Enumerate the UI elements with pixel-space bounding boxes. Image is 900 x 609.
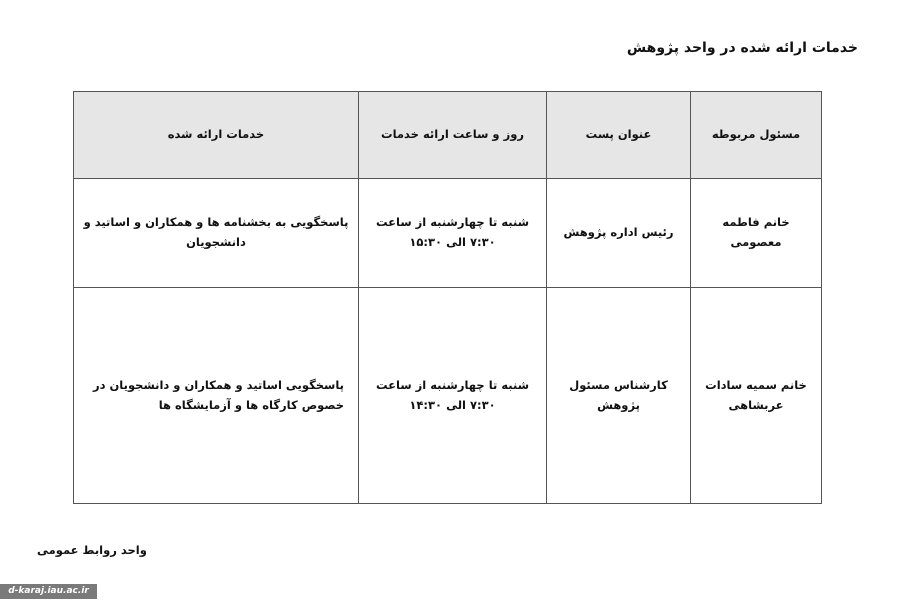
cell-hours [359, 179, 547, 288]
table-header-row [74, 92, 822, 179]
header-services: خدمات ارائه شده [74, 92, 359, 179]
table-row [74, 288, 822, 504]
cell-services: پاسخگویی اساتید و همکاران و دانشجویان در خصوص کارگاه ها و آزمایشگاه ها [74, 288, 359, 504]
cell-responsible: خانم فاطمه معصومی [691, 179, 822, 288]
cell-hours [359, 288, 547, 504]
hours-line-1: شنبه تا چهارشنبه از ساعت [375, 377, 530, 392]
footer-text: واحد روابط عمومی [37, 543, 147, 557]
header-responsible: مسئول مربوطه [691, 92, 822, 179]
header-hours: روز و ساعت ارائه خدمات [359, 92, 547, 179]
hours-line-1: شنبه تا چهارشنبه از ساعت [375, 215, 530, 230]
table-row [74, 179, 822, 288]
header-position: عنوان پست [547, 92, 691, 179]
site-watermark-link[interactable]: d-karaj.iau.ac.ir [0, 584, 97, 599]
hours-line-2: ۷:۳۰ الی ۱۵:۳۰ [409, 235, 496, 249]
services-table [73, 91, 822, 504]
cell-responsible: خانم سمیه سادات عربشاهی [691, 288, 822, 504]
cell-services: پاسخگویی به بخشنامه ها و همکاران و اساتید و دانشجویان [74, 179, 359, 288]
page-title: خدمات ارائه شده در واحد پژوهش [626, 40, 858, 56]
cell-position: کارشناس مسئول پژوهش [547, 288, 691, 504]
cell-position: رئیس اداره پژوهش [547, 179, 691, 288]
hours-line-2: ۷:۳۰ الی ۱۴:۳۰ [409, 397, 496, 412]
